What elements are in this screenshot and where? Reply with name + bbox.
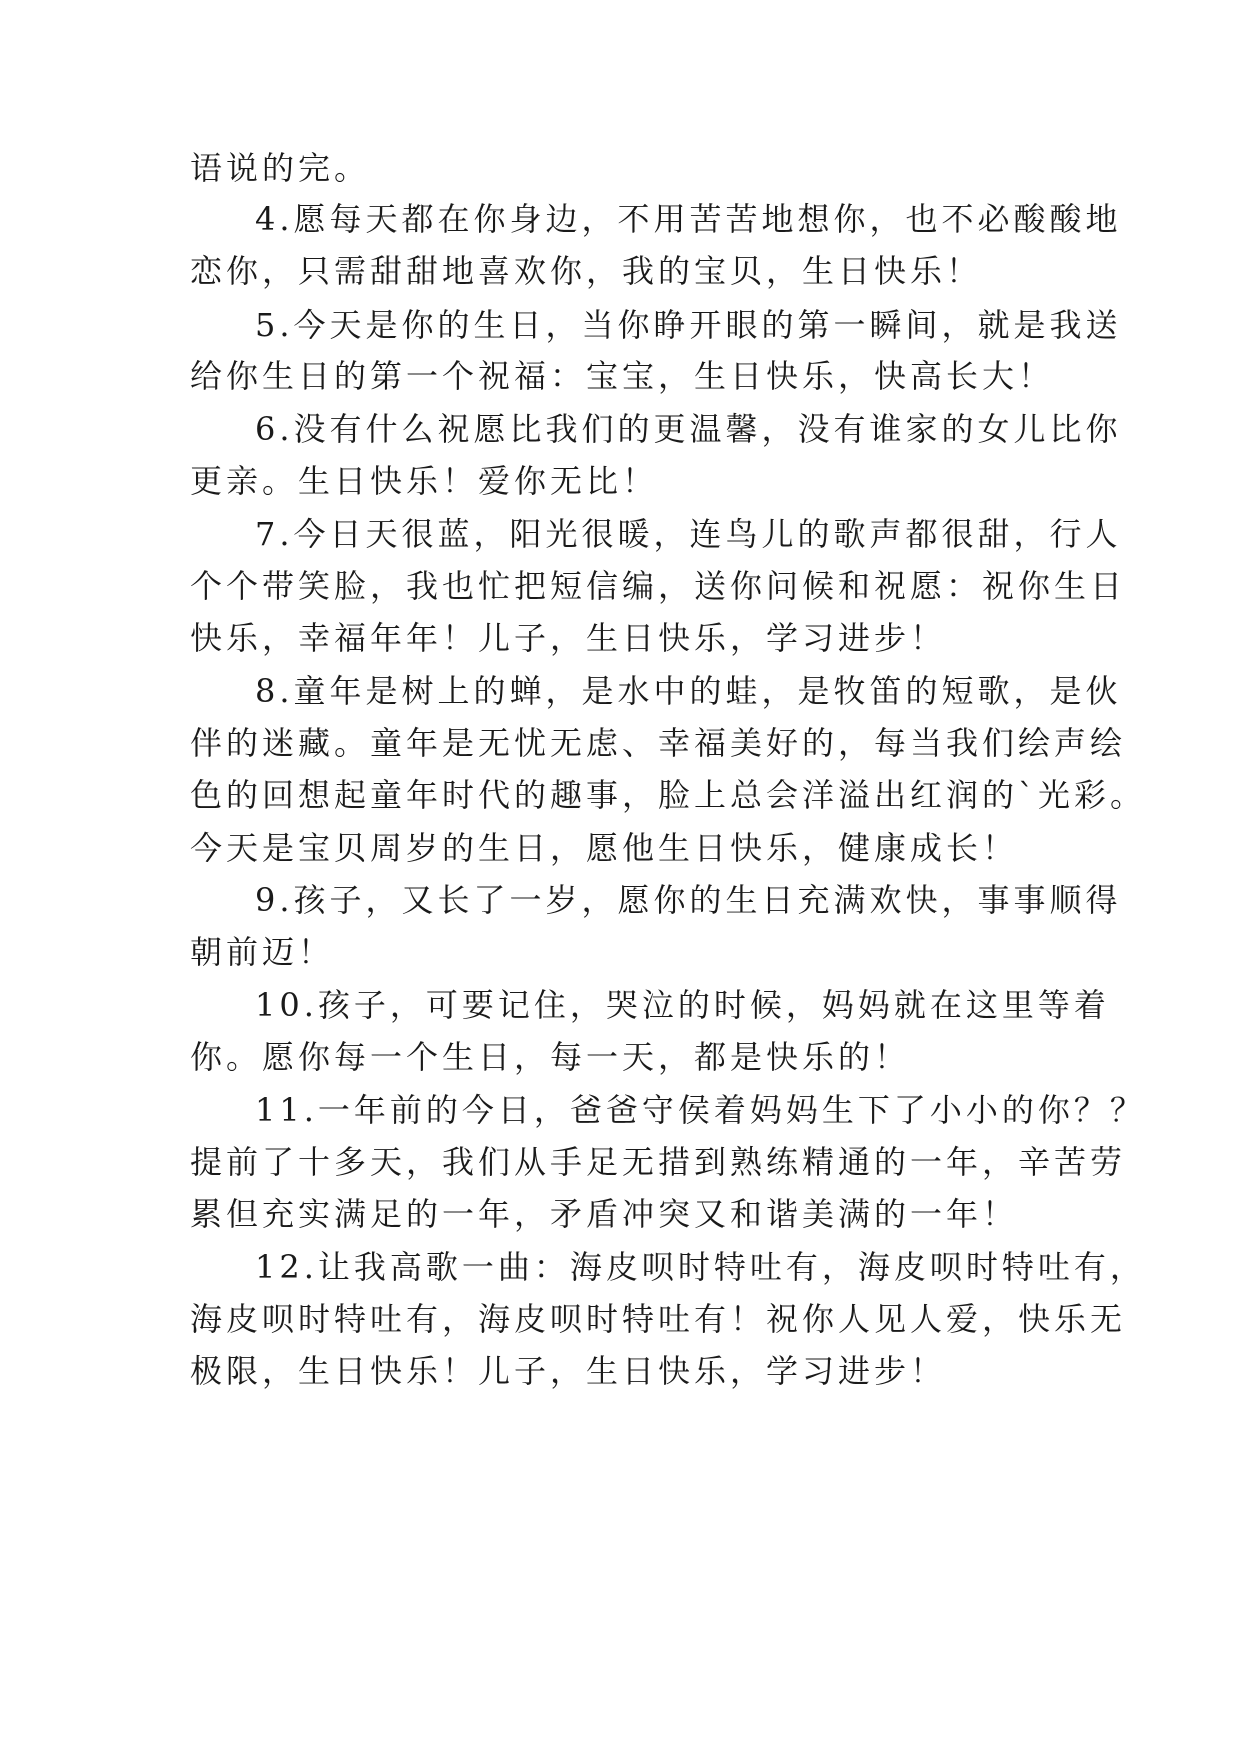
text-line: 11.一年前的今日，爸爸守侯着妈妈生下了小小的你？？	[255, 1091, 1146, 1129]
text-line: 4.愿每天都在你身边，不用苦苦地想你，也不必酸酸地	[255, 200, 1122, 238]
text-line: 朝前迈！	[190, 933, 335, 971]
text-line: 快乐，幸福年年！儿子，生日快乐，学习进步！	[190, 619, 947, 657]
text-line: 伴的迷藏。童年是无忧无虑、幸福美好的，每当我们绘声绘	[190, 724, 1127, 762]
text-line: 恋你，只需甜甜地喜欢你，我的宝贝，生日快乐！	[190, 252, 983, 290]
text-line: 极限，生日快乐！儿子，生日快乐，学习进步！	[190, 1352, 947, 1390]
text-line: 更亲。生日快乐！爱你无比！	[190, 462, 659, 500]
text-line: 语说的完。	[190, 149, 371, 187]
text-line: 8.童年是树上的蝉，是水中的蛙，是牧笛的短歌，是伙	[255, 672, 1122, 710]
text-line: 6.没有什么祝愿比我们的更温馨，没有谁家的女儿比你	[255, 410, 1122, 448]
text-line: 个个带笑脸，我也忙把短信编，送你问候和祝愿：祝你生日	[190, 567, 1127, 605]
text-line: 12.让我高歌一曲：海皮呗时特吐有，海皮呗时特吐有，	[255, 1248, 1146, 1286]
text-line: 你。愿你每一个生日，每一天，都是快乐的！	[190, 1038, 911, 1076]
text-line: 色的回想起童年时代的趣事，脸上总会洋溢出红润的`光彩。	[190, 776, 1147, 814]
text-line: 7.今日天很蓝，阳光很暖，连鸟儿的歌声都很甜，行人	[255, 515, 1122, 553]
text-line: 5.今天是你的生日，当你睁开眼的第一瞬间，就是我送	[255, 306, 1122, 344]
text-line: 给你生日的第一个祝福：宝宝，生日快乐，快高长大！	[190, 357, 1055, 395]
text-line: 9.孩子，又长了一岁，愿你的生日充满欢快，事事顺得	[255, 881, 1122, 919]
text-line: 累但充实满足的一年，矛盾冲突又和谐美满的一年！	[190, 1195, 1019, 1233]
text-line: 海皮呗时特吐有，海皮呗时特吐有！祝你人见人爱，快乐无	[190, 1300, 1127, 1338]
text-line: 提前了十多天，我们从手足无措到熟练精通的一年，辛苦劳	[190, 1143, 1127, 1181]
text-line: 10.孩子，可要记住，哭泣的时候，妈妈就在这里等着	[255, 986, 1110, 1024]
text-line: 今天是宝贝周岁的生日，愿他生日快乐，健康成长！	[190, 829, 1019, 867]
